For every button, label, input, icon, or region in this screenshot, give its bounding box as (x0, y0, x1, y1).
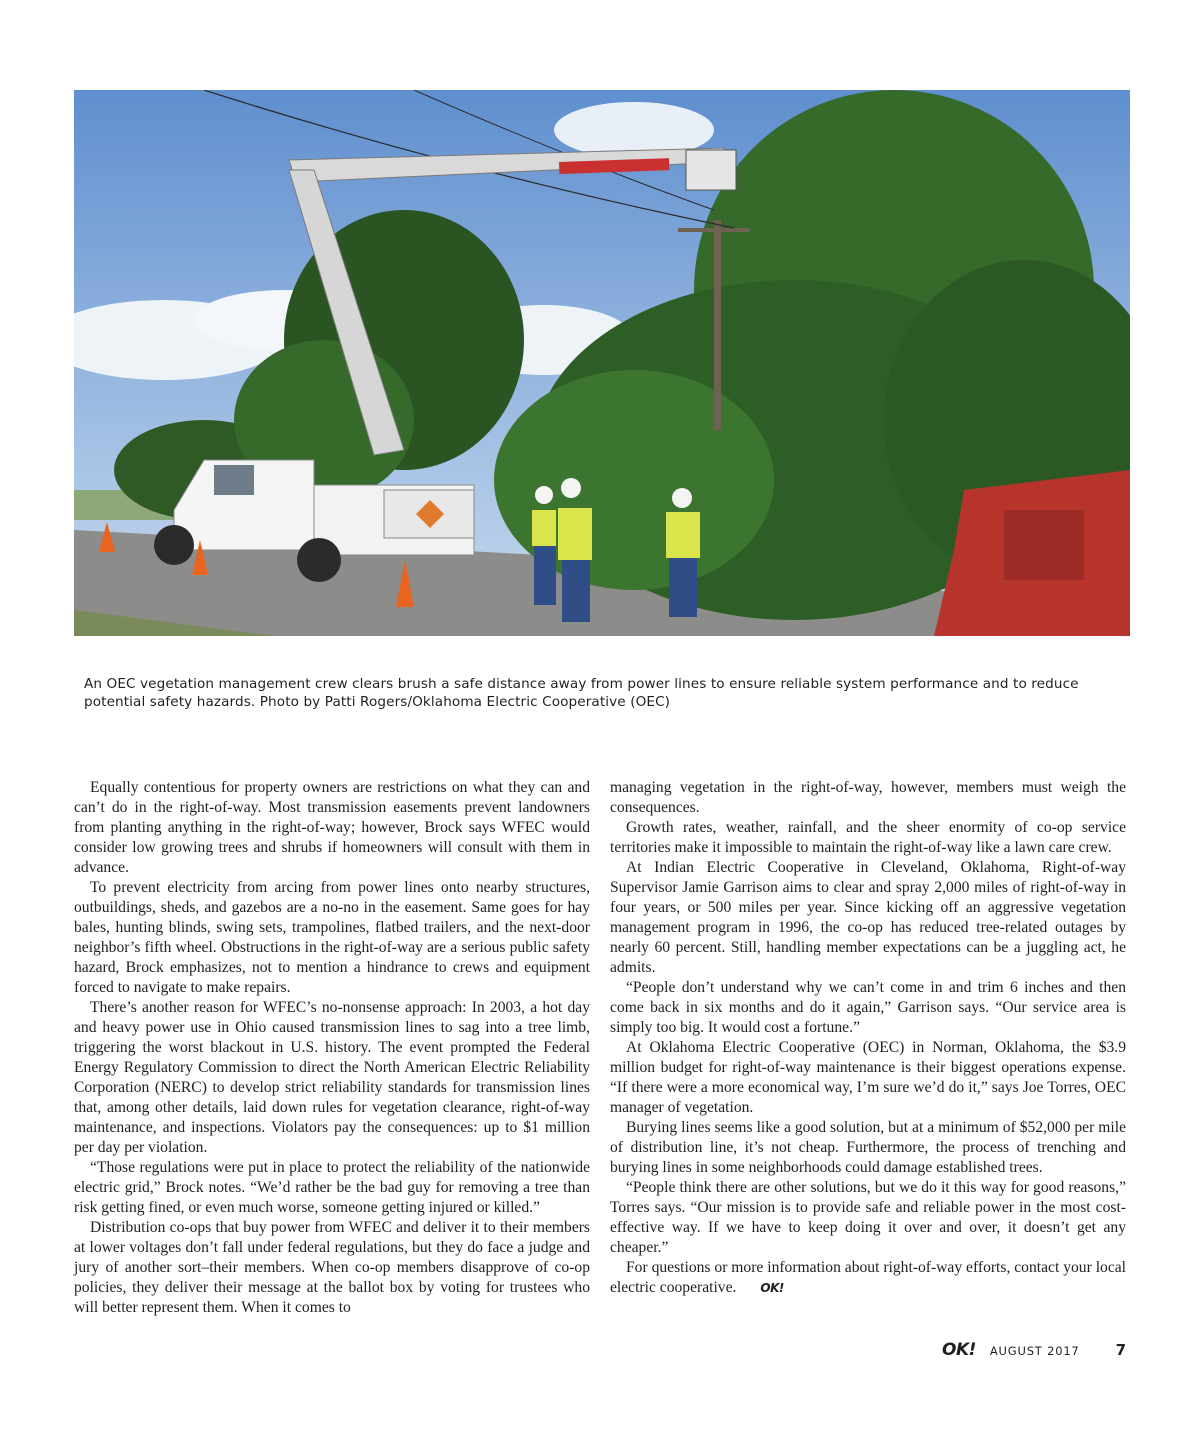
article-column-left (74, 778, 590, 1318)
paragraph: At Indian Electric Cooperative in Cleveland, Oklahoma, Right-of-way Supervisor Jamie Garrison aims to clear and spray 2,000 miles of right-of-way in four years, or 500 miles per year. Since kicking off an aggressive vegetation management program in 1996, the co-op has reduced tree-related outages by nearly 60 percent. Still, handling member expectations can be a juggling act, he admits. (610, 859, 1126, 976)
issue-date: AUGUST 2017 (989, 1344, 1080, 1358)
page-footer (942, 1340, 1126, 1360)
magazine-logo: OK! (942, 1340, 976, 1360)
paragraph-final (610, 1258, 1126, 1298)
photo-caption: An OEC vegetation management crew clears brush a safe distance away from power lines to ensure reliable system performance and to reduce potential safety hazards. Photo by Patti Rogers/Oklahoma Electric Cooperative (OEC) (84, 676, 1079, 710)
paragraph-text: For questions or more information about right-of-way efforts, contact your local electric cooperative. (610, 1259, 1126, 1296)
paragraph: managing vegetation in the right-of-way, however, members must weigh the consequences. (610, 779, 1126, 816)
article-column-right (610, 778, 1126, 1298)
paragraph: To prevent electricity from arcing from power lines onto nearby structures, outbuildings, sheds, and gazebos are a no-no in the easement. Same goes for hay bales, hunting blinds, swing sets, trampolines, flatbed trailers, and the next-door neighbor’s fifth wheel. Obstructions in the right-of-way are a serious public safety hazard, Brock emphasizes, not to mention a hindrance to crews and equipment forced to navigate to make repairs. (74, 879, 590, 996)
paragraph: “Those regulations were put in place to protect the reliability of the nationwide electric grid,” Brock notes. “We’d rather be the bad guy for removing a tree than risk getting fined, or even much worse, someone getting injured or killed.” (74, 1159, 590, 1216)
article-photo (74, 90, 1130, 636)
page-number: 7 (1115, 1341, 1126, 1359)
paragraph: Burying lines seems like a good solution, but at a minimum of $52,000 per mile of distribution line, it’s not cheap. Furthermore, the process of trenching and burying lines in some neighborhoods could damage established trees. (610, 1119, 1126, 1176)
paragraph: Growth rates, weather, rainfall, and the sheer enormity of co-op service territories make it impossible to maintain the right-of-way like a lawn care crew. (610, 819, 1126, 856)
paragraph: “People think there are other solutions, but we do it this way for good reasons,” Torres says. “Our mission is to provide safe and reliable power in the most cost-effective way. If we have to keep doing it over and over, it doesn’t get any cheaper.” (610, 1179, 1126, 1256)
paragraph: At Oklahoma Electric Cooperative (OEC) in Norman, Oklahoma, the $3.9 million budget for right-of-way maintenance is their biggest operations expense. “If there were a more economical way, I’m sure we’d do it,” says Joe Torres, OEC manager of vegetation. (610, 1039, 1126, 1116)
paragraph: Equally contentious for property owners are restrictions on what they can and can’t do in the right-of-way. Most transmission easements prevent landowners from planting anything in the right-of-way; however, Brock says WFEC would consider low growing trees and shrubs if homeowners will consult with them in advance. (74, 779, 590, 876)
ok-end-mark-icon: OK! (760, 1281, 784, 1295)
paragraph: There’s another reason for WFEC’s no-nonsense approach: In 2003, a hot day and heavy power use in Ohio caused transmission lines to sag into a tree limb, triggering the worst blackout in U.S. history. The event prompted the Federal Energy Regulatory Commission to direct the North American Electric Reliability Corporation (NERC) to develop strict reliability standards for transmission lines that, among other details, laid down rules for vegetation clearance, right-of-way maintenance, and inspections. Violators pay the consequences: up to $1 million per day per violation. (74, 999, 590, 1156)
paragraph: “People don’t understand why we can’t come in and trim 6 inches and then come back in six months and do it again,” Garrison says. “Our service area is simply too big. It would cost a fortune.” (610, 979, 1126, 1036)
paragraph: Distribution co-ops that buy power from WFEC and deliver it to their members at lower voltages don’t fall under federal regulations, but they do face a judge and jury of another sort–their members. When co-op members disapprove of co-op policies, they deliver their message at the ballot box by voting for trustees who will better represent them. When it comes to (74, 1219, 590, 1316)
